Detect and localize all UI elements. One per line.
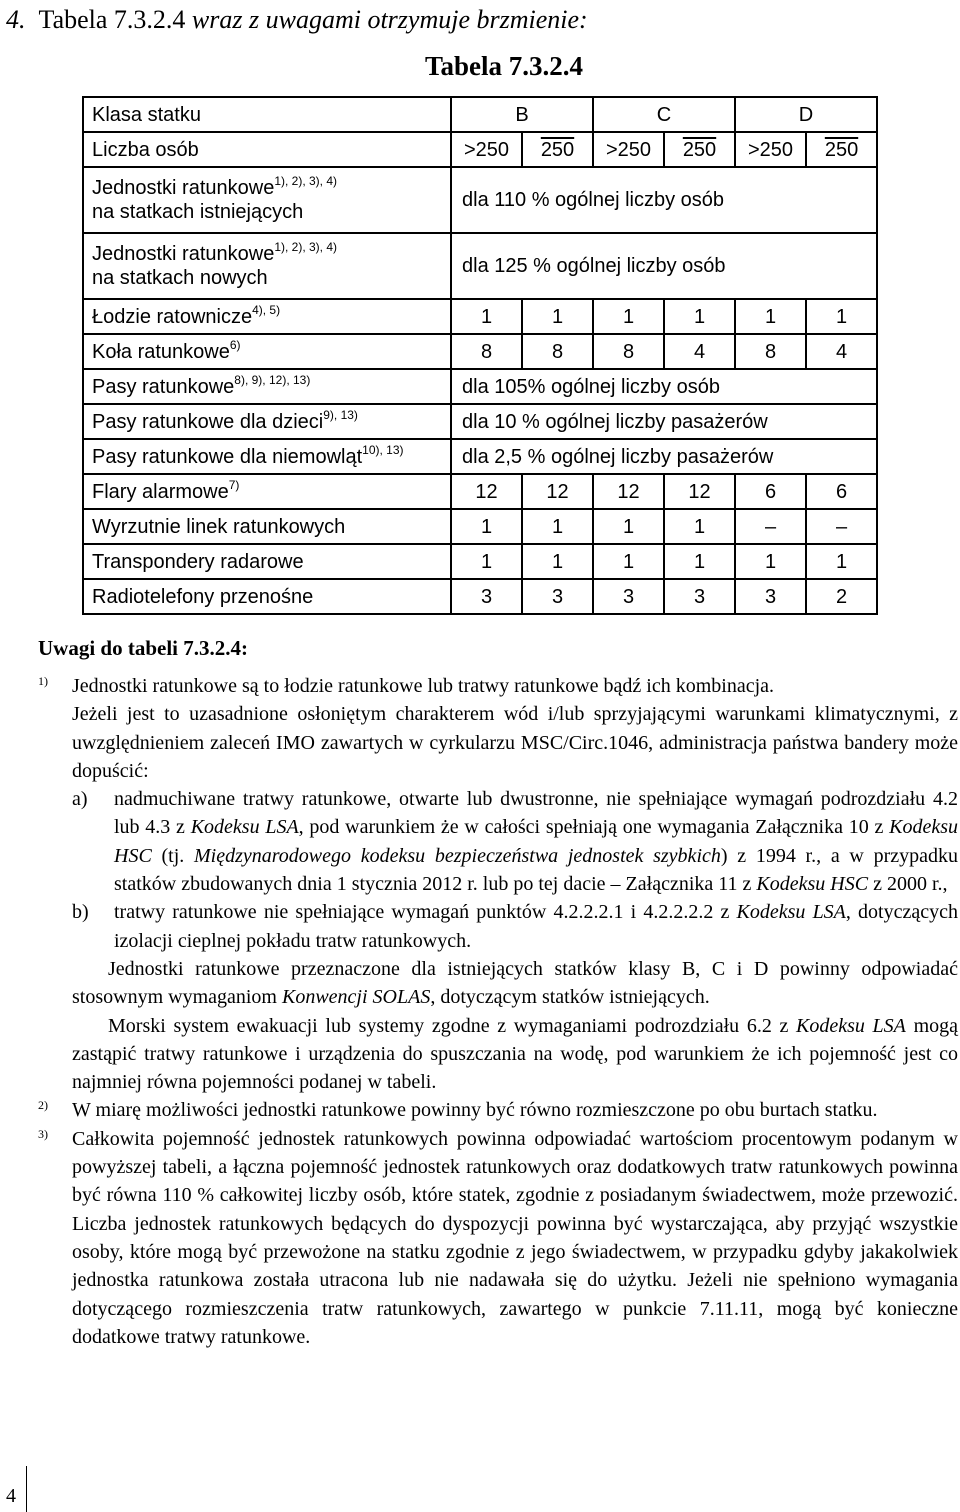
table-cell-label: Pasy ratunkowe dla niemowląt$^{10), 13)}$ <box>83 439 451 474</box>
note-paragraph: Morski system ewakuacji lub systemy zgodne z wymaganiami podrozdziału 6.2 z Kodeksu LSA mogą zastąpić tratwy ratunkowe i urządzenia do spuszczania na wodę, pod warunkiem że ich pojemność jest co najmniej równa pojemności podanej w tabeli. <box>72 1014 959 1094</box>
note-marker: 2) <box>38 1098 48 1113</box>
subitem-text: nadmuchiwane tratwy ratunkowe, otwarte lub dwustronne, nie spełniające wymagań podrozdziału 4.2 lub 4.3 z Kodeksu LSA, pod warunkiem że w całości spełniają one wymagania Załącznika 10 z Kodeksu HSC (tj. Międzynarodowego kodeksu bezpieczeństwa jednostek szybkich) z 1994 r., a w przypadku statków zbudowanych dnia 1 stycznia 2012 r. lub po tej dacie – Załącznika 11 z Kodeksu HSC z 2000 r., <box>114 788 958 896</box>
table-cell-label: Transpondery radarowe <box>83 544 451 579</box>
table-cell-span: dla 105% ogólnej liczby osób <box>451 369 877 404</box>
table-cell-span: dla 2,5 % ogólnej liczby pasażerów <box>451 439 877 474</box>
table-cell-value: 1 <box>806 299 877 334</box>
table-cell-label: Jednostki ratunkowe$^{1), 2), 3), 4)}$ na statkach nowych <box>83 233 451 299</box>
table-cell-value: 1 <box>806 544 877 579</box>
table-cell-value: 1 <box>735 299 806 334</box>
amendment-heading <box>6 2 588 38</box>
class-d-header: D <box>735 97 877 132</box>
table-cell-value: 1 <box>451 509 522 544</box>
table-cell-value: 1 <box>735 544 806 579</box>
table-row-class <box>83 97 877 132</box>
table-cell-value: 1 <box>593 544 664 579</box>
note-paragraph: Jednostki ratunkowe przeznaczone dla istniejących statków klasy B, C i D powinny odpowiadać stosownym wymaganiom Konwencji SOLAS, dotyczącym statków istniejących. <box>72 957 958 1009</box>
note-marker: 1) <box>38 674 48 688</box>
table-cell-value: 2 <box>806 579 877 614</box>
table-cell-value: 12 <box>664 474 735 509</box>
table-cell-value: 1 <box>451 299 522 334</box>
table-cell-label: Radiotelefony przenośne <box>83 579 451 614</box>
table-row-persons <box>83 132 877 167</box>
table-row <box>83 509 877 544</box>
table-cell-value: 8 <box>451 334 522 369</box>
note-paragraph: Jednostki ratunkowe są to łodzie ratunkowe lub tratwy ratunkowe bądź ich kombinacja. <box>72 675 775 697</box>
table-cell-value: 3 <box>664 579 735 614</box>
note-subitem-b <box>72 898 958 955</box>
table-cell-value: >250 <box>735 132 806 167</box>
table-cell-value: 250 <box>806 132 877 167</box>
table-cell-span: dla 125 % ogólnej liczby osób <box>451 233 877 299</box>
table-cell-value: 12 <box>593 474 664 509</box>
table-row <box>83 233 877 299</box>
table-row <box>83 167 877 233</box>
heading-table-ref: Tabela 7.3.2.4 <box>38 5 186 34</box>
table-row <box>83 369 877 404</box>
note-2 <box>38 1096 958 1124</box>
table-cell-value: 8 <box>735 334 806 369</box>
table-row <box>83 404 877 439</box>
notes-section <box>38 672 958 1351</box>
table-cell-value: 1 <box>593 509 664 544</box>
table-cell-value: 6 <box>806 474 877 509</box>
page-margin-rule <box>26 1466 27 1512</box>
table-cell-label: Łodzie ratownicze$^{4), 5)}$ <box>83 299 451 334</box>
heading-text: wraz z uwagami otrzymuje brzmienie: <box>185 5 588 34</box>
table-cell-value: 250 <box>664 132 735 167</box>
note-paragraph: Jeżeli jest to uzasadnione osłoniętym charakterem wód i/lub sprzyjającymi warunkami klimatycznymi, z uwzględnieniem zaleceń IMO zawartych w cyrkularzu MSC/Circ.1046, administracja państwa bandery może dopuścić: <box>72 703 958 782</box>
table-cell-value: 1 <box>522 299 593 334</box>
table-cell-value: 3 <box>735 579 806 614</box>
subitem-label: a) <box>72 788 88 811</box>
table-cell-value: 12 <box>451 474 522 509</box>
note-3 <box>38 1125 958 1351</box>
table-cell-value: 1 <box>593 299 664 334</box>
note-paragraph: W miarę możliwości jednostki ratunkowe powinny być równo rozmieszczone po obu burtach statku. <box>72 1099 878 1122</box>
table-title: Tabela 7.3.2.4 <box>425 51 584 81</box>
table-row <box>83 439 877 474</box>
note-subitem-a <box>72 785 958 898</box>
note-1 <box>38 672 958 1096</box>
table-cell-value: 1 <box>664 299 735 334</box>
notes-title: Uwagi do tabeli 7.3.2.4: <box>38 636 248 660</box>
table-cell-value: – <box>806 509 877 544</box>
table-row <box>83 579 877 614</box>
table-cell-value: >250 <box>593 132 664 167</box>
table-cell-value: 4 <box>806 334 877 369</box>
table-cell-value: 8 <box>522 334 593 369</box>
class-b-header: B <box>451 97 593 132</box>
table-cell-label: Pasy ratunkowe dla dzieci$^{9), 13)}$ <box>83 404 451 439</box>
table-row <box>83 334 877 369</box>
table-cell-value: 3 <box>593 579 664 614</box>
table-row <box>83 299 877 334</box>
table-cell-label: Pasy ratunkowe$^{8), 9), 12), 13)}$ <box>83 369 451 404</box>
note-paragraph: Całkowita pojemność jednostek ratunkowych powinna odpowiadać wartościom procentowym podanym w powyższej tabeli, a łączna pojemność jednostek ratunkowych oraz dodatkowych tratw ratunkowych powinna być równa 110 % całkowitej liczby osób, które statek, zgodnie z posiadanym świadectwem, może przewozić. Liczba jednostek ratunkowych będących do dyspozycji powinna być wystarczająca, aby przyjąć wszystkie osoby, które mogą być przewożone na statku zgodnie z jego świadectwem, w przypadku gdyby jakakolwiek jednostka ratunkowa została utracona lub nie nadawała się do użytku. Jeżeli nie spełniono wymagania dotyczącego rozmieszczenia tratw ratunkowych, zawartego w punkcie 7.11.11, mogą być konieczne dodatkowe tratwy ratunkowe. <box>72 1127 958 1348</box>
table-cell-value: 8 <box>593 334 664 369</box>
table-cell-label: Klasa statku <box>83 97 451 132</box>
page-number: 4 <box>6 1485 16 1507</box>
heading-number: 4. <box>6 5 26 34</box>
table-row <box>83 544 877 579</box>
table-cell-label: Wyrzutnie linek ratunkowych <box>83 509 451 544</box>
table-row <box>83 474 877 509</box>
table-cell-value: 1 <box>522 544 593 579</box>
table-cell-value: – <box>735 509 806 544</box>
table-cell-value: 4 <box>664 334 735 369</box>
table-cell-value: 3 <box>451 579 522 614</box>
table-cell-label: Flary alarmowe$^{7)}$ <box>83 474 451 509</box>
table-cell-label: Jednostki ratunkowe$^{1), 2), 3), 4)}$ na statkach istniejących <box>83 167 451 233</box>
table-cell-value: 1 <box>522 509 593 544</box>
class-c-header: C <box>593 97 735 132</box>
equipment-table <box>82 96 878 615</box>
table-cell-value: 12 <box>522 474 593 509</box>
table-cell-value: 1 <box>664 544 735 579</box>
subitem-label: b) <box>72 901 89 924</box>
subitem-text: tratwy ratunkowe nie spełniające wymagań punktów 4.2.2.2.1 i 4.2.2.2.2 z Kodeksu LSA, dotyczących izolacji cieplnej pokładu tratw ratunkowych. <box>114 901 959 952</box>
table-cell-value: 3 <box>522 579 593 614</box>
table-cell-value: >250 <box>451 132 522 167</box>
table-cell-value: 250 <box>522 132 593 167</box>
table-cell-span: dla 10 % ogólnej liczby pasażerów <box>451 404 877 439</box>
table-cell-value: 1 <box>451 544 522 579</box>
table-cell-label: Liczba osób <box>83 132 451 167</box>
table-cell-label: Koła ratunkowe$^{6)}$ <box>83 334 451 369</box>
note-marker: 3) <box>38 1126 48 1141</box>
table-cell-value: 1 <box>664 509 735 544</box>
table-cell-span: dla 110 % ogólnej liczby osób <box>451 167 877 233</box>
table-cell-value: 6 <box>735 474 806 509</box>
